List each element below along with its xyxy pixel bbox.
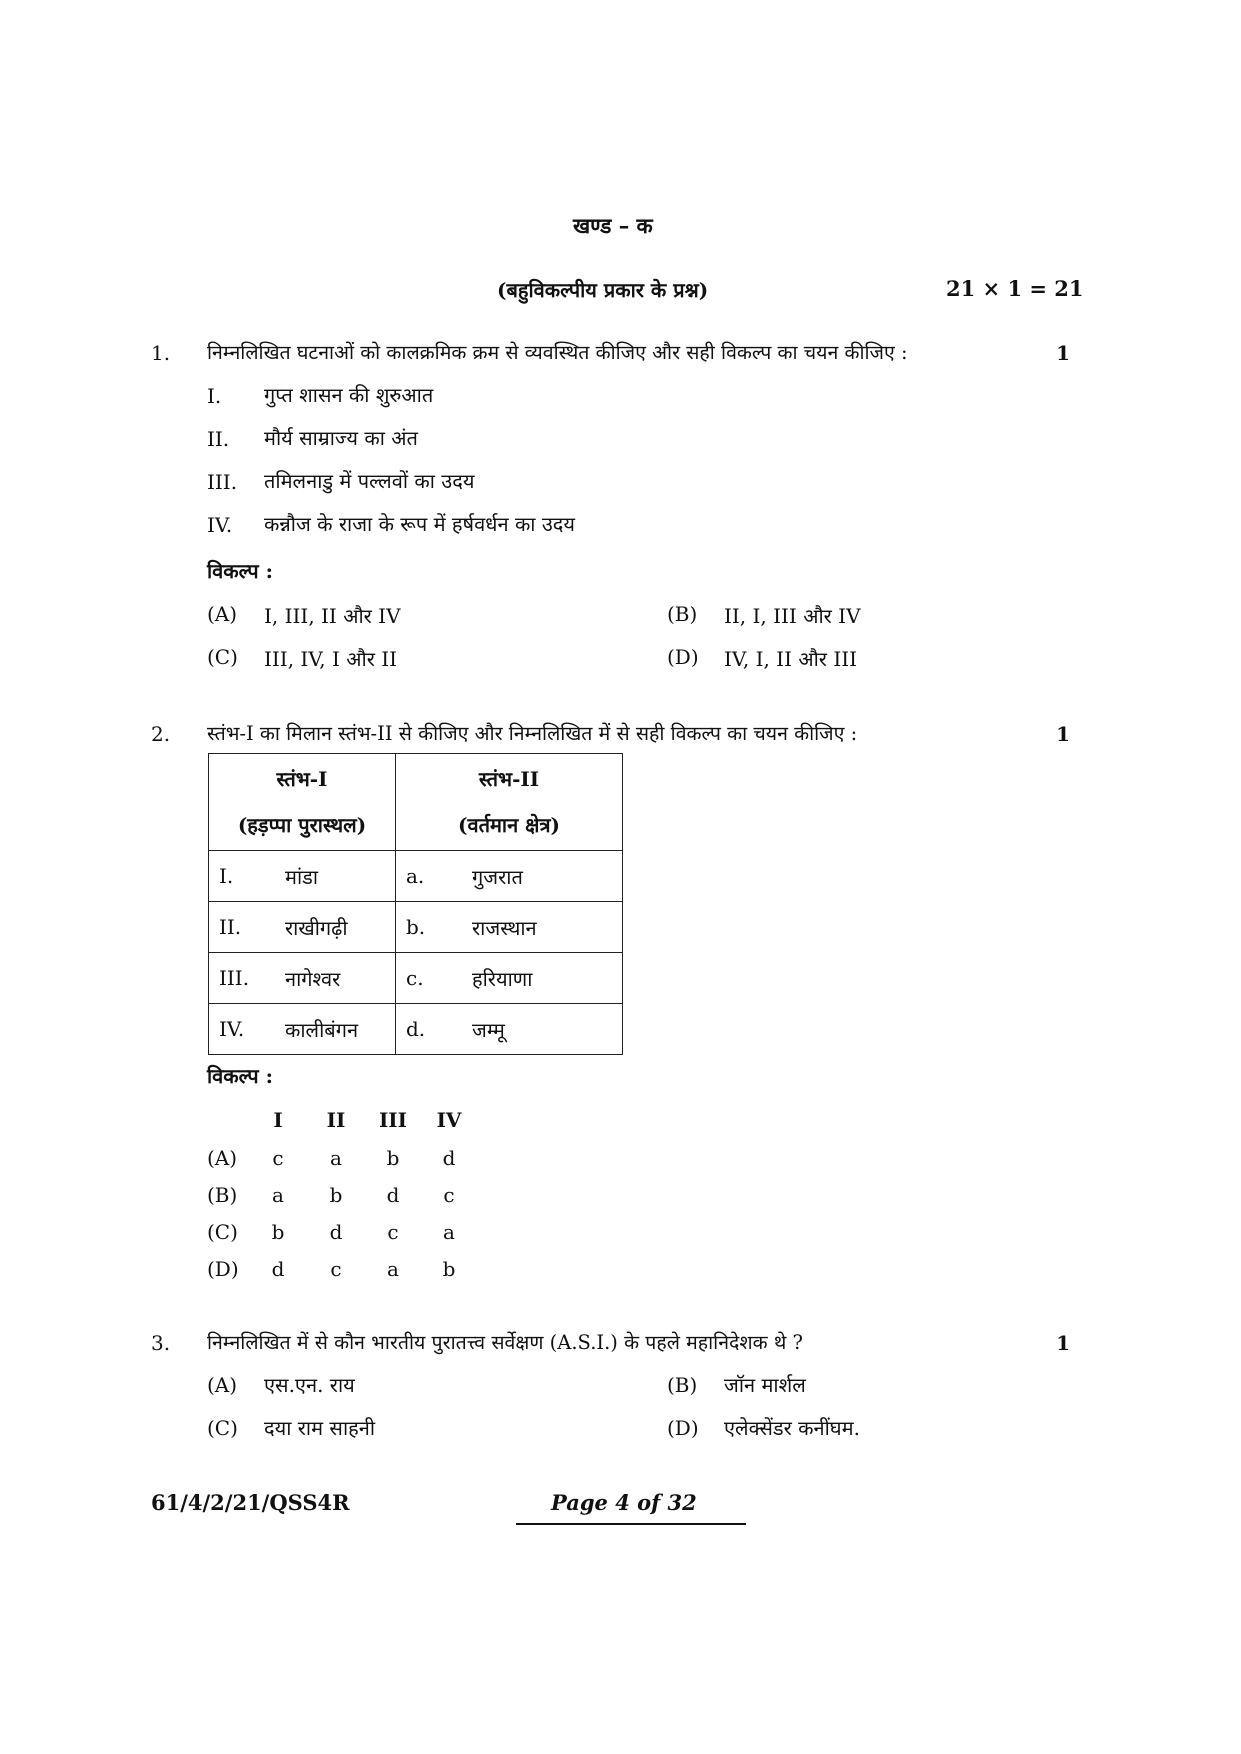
option-key-d: (D) (667, 1416, 699, 1440)
grid-value: b (329, 1183, 343, 1207)
option-text-c[interactable]: दया राम साहनी (264, 1416, 376, 1440)
question-text: निम्नलिखित घटनाओं को कालक्रमिक क्रम से व्यवस्थित कीजिए और सही विकल्प का चयन कीजिए : (207, 341, 908, 364)
row-label: IV. (219, 1017, 245, 1041)
grid-value: b (442, 1257, 456, 1281)
option-key-d: (D) (207, 1257, 239, 1281)
option-key-b: (B) (667, 1373, 698, 1397)
statement-roman: III. (207, 470, 238, 494)
option-key-d: (D) (667, 645, 699, 669)
footer-underline (516, 1523, 746, 1525)
page-number: Page 4 of 32 (551, 1490, 697, 1515)
statement-text: मौर्य साम्राज्य का अंत (264, 426, 418, 450)
option-text-b[interactable]: जॉन मार्शल (724, 1373, 806, 1397)
grid-value: d (271, 1257, 285, 1281)
question-number: 3. (151, 1331, 171, 1355)
table-row (209, 902, 623, 953)
statement-text: तमिलनाडु में पल्लवों का उदय (264, 469, 475, 493)
grid-value: a (330, 1146, 342, 1170)
statement-roman: I. (207, 384, 222, 408)
grid-value: c (443, 1183, 455, 1207)
grid-header: I (273, 1108, 283, 1132)
option-text-c[interactable]: III, IV, I और II (264, 647, 398, 671)
grid-value: b (271, 1220, 285, 1244)
column-2-header (396, 754, 623, 851)
question-text: स्तंभ-I का मिलान स्तंभ-II से कीजिए और निम्नलिखित में से सही विकल्प का चयन कीजिए : (207, 722, 858, 745)
row-label: d. (406, 1017, 426, 1041)
grid-value: c (272, 1146, 284, 1170)
grid-value: d (329, 1220, 343, 1244)
column-1-header (209, 754, 396, 851)
row-label: a. (406, 864, 425, 888)
option-key-b: (B) (667, 602, 698, 626)
site-name: राखीगढ़ी (285, 915, 348, 940)
option-key-a: (A) (207, 1373, 238, 1397)
region-name: जम्मू (472, 1017, 505, 1042)
option-key-c: (C) (207, 1220, 238, 1244)
row-label: c. (406, 966, 424, 990)
column-2-title: स्तंभ-II (478, 767, 540, 791)
site-name: कालीबंगन (285, 1017, 359, 1042)
column-2-subtitle: (वर्तमान क्षेत्र) (457, 813, 561, 837)
grid-value: c (387, 1220, 399, 1244)
statement-roman: II. (207, 427, 230, 451)
options-label: विकल्प : (207, 559, 273, 583)
region-name: गुजरात (472, 864, 523, 889)
row-label: I. (219, 864, 234, 888)
option-text-d[interactable]: एलेक्सेंडर कनींघम. (724, 1416, 860, 1440)
section-title: खण्ड – क (573, 213, 653, 238)
statement-text: कन्नौज के राजा के रूप में हर्षवर्धन का उदय (264, 512, 576, 536)
section-subtitle: (बहुविकल्पीय प्रकार के प्रश्न) (497, 278, 709, 302)
question-number: 1. (151, 341, 171, 365)
question-marks: 1 (1056, 722, 1070, 746)
grid-value: a (387, 1257, 399, 1281)
option-key-a: (A) (207, 1146, 238, 1170)
paper-code: 61/4/2/21/QSS4R (151, 1490, 350, 1515)
region-name: राजस्थान (472, 915, 537, 940)
option-text-a[interactable]: एस.एन. राय (264, 1373, 355, 1397)
options-label: विकल्प : (207, 1064, 273, 1088)
grid-header: IV (436, 1108, 462, 1132)
grid-header: II (326, 1108, 346, 1132)
match-table (208, 753, 623, 1055)
grid-value: b (386, 1146, 400, 1170)
question-marks: 1 (1056, 1331, 1070, 1355)
table-row (209, 851, 623, 902)
region-name: हरियाणा (472, 966, 533, 991)
option-key-c: (C) (207, 1416, 238, 1440)
row-label: II. (219, 915, 242, 939)
option-key-c: (C) (207, 645, 238, 669)
grid-header: III (378, 1108, 408, 1132)
column-1-subtitle: (हड़प्पा पुरास्थल) (237, 813, 367, 837)
option-text-d[interactable]: IV, I, II और III (724, 647, 858, 671)
site-name: मांडा (285, 864, 319, 889)
option-text-a[interactable]: I, III, II और IV (264, 604, 401, 628)
option-key-b: (B) (207, 1183, 238, 1207)
grid-value: a (272, 1183, 284, 1207)
question-marks: 1 (1056, 341, 1070, 365)
row-label: III. (219, 966, 250, 990)
table-row (209, 953, 623, 1004)
column-1-title: स्तंभ-I (276, 767, 328, 791)
table-row (209, 1004, 623, 1055)
grid-value: c (330, 1257, 342, 1281)
statement-roman: IV. (207, 513, 233, 537)
option-key-a: (A) (207, 602, 238, 626)
option-text-b[interactable]: II, I, III और IV (724, 604, 861, 628)
grid-value: d (386, 1183, 400, 1207)
question-number: 2. (151, 722, 171, 746)
grid-value: a (443, 1220, 455, 1244)
section-marks-total: 21 × 1 = 21 (946, 276, 1084, 301)
question-text: निम्नलिखित में से कौन भारतीय पुरातत्त्व सर्वेक्षण (A.S.I.) के पहले महानिदेशक थे ? (207, 1331, 803, 1354)
row-label: b. (406, 915, 426, 939)
site-name: नागेश्वर (285, 966, 341, 991)
statement-text: गुप्त शासन की शुरुआत (264, 383, 434, 407)
grid-value: d (442, 1146, 456, 1170)
